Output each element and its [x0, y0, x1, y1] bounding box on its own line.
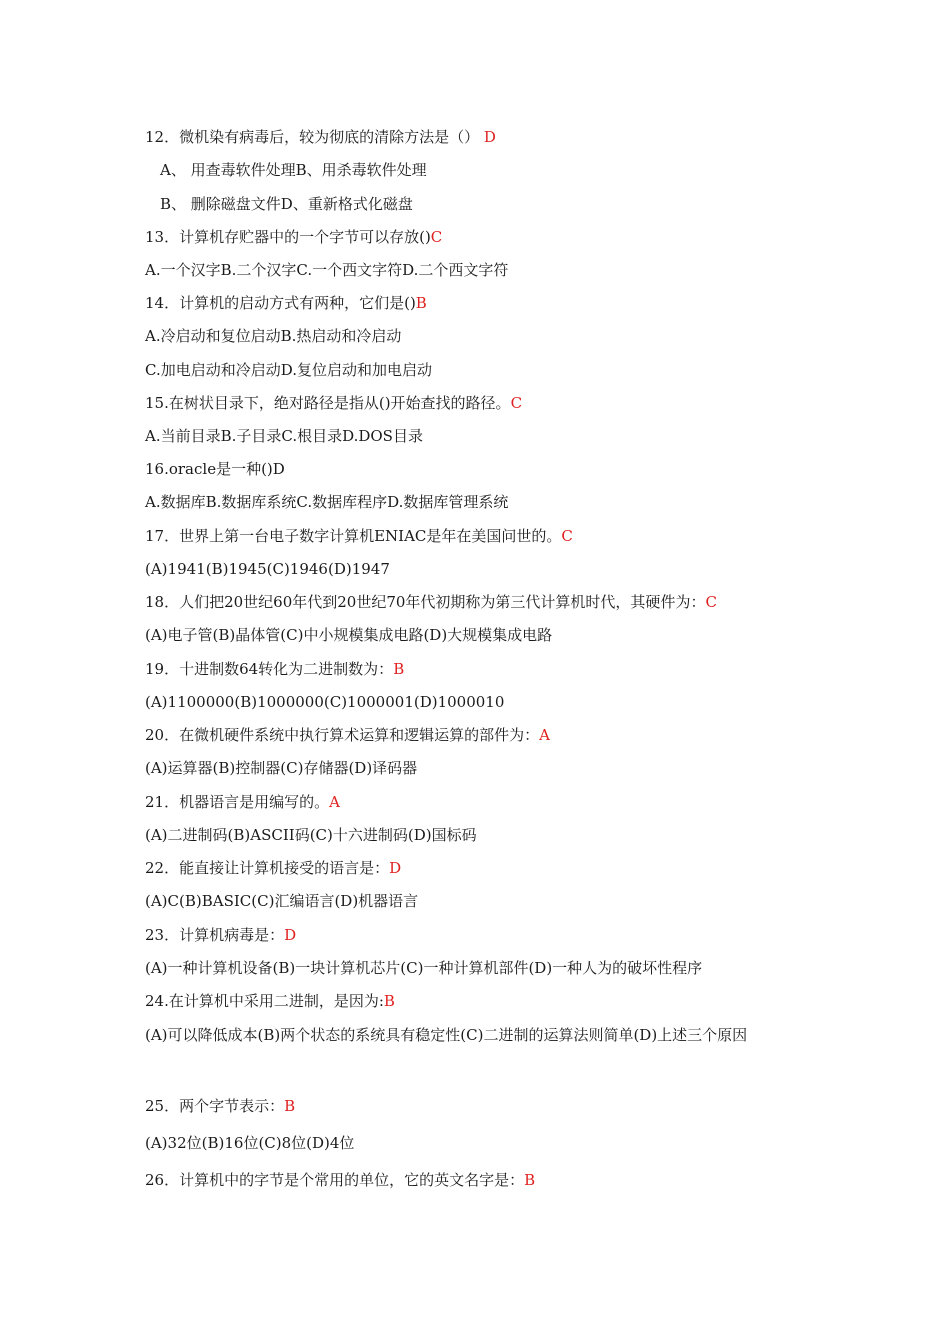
answer-key: B	[415, 294, 427, 312]
options-line: A.一个汉字B.二个汉字C.一个西文字符D.二个西文字符	[145, 261, 509, 279]
answer-key: C	[561, 527, 573, 545]
question-15	[145, 393, 522, 413]
question-text: 13．计算机存贮器中的一个字节可以存放()	[145, 228, 431, 246]
question-text: 25．两个字节表示：	[145, 1097, 285, 1115]
question-text: 17．世界上第一台电子数字计算机ENIAC是年在美国问世的。	[145, 527, 562, 545]
question-text: 18．人们把20世纪60年代到20世纪70年代初期称为第三代计算机时代，其硬件为：	[145, 593, 706, 611]
question-text: 20．在微机硬件系统中执行算术运算和逻辑运算的部件为：	[145, 726, 540, 744]
question-23	[145, 925, 296, 945]
options-line: A、 用查毒软件处理B、用杀毒软件处理	[160, 161, 427, 179]
question-text: 23．计算机病毒是：	[145, 926, 285, 944]
answer-key: C	[705, 593, 717, 611]
question-text: 16.oracle是一种()D	[145, 460, 285, 478]
question-17	[145, 526, 573, 546]
answer-key: D	[483, 128, 496, 146]
question-12	[145, 127, 496, 147]
options-line: A.数据库B.数据库系统C.数据库程序D.数据库管理系统	[145, 493, 509, 511]
answer-key: D	[284, 926, 297, 944]
options-line: (A)C(B)BASIC(C)汇编语言(D)机器语言	[145, 892, 419, 910]
options-line: (A)二进制码(B)ASCII码(C)十六进制码(D)国标码	[145, 826, 477, 844]
question-16	[145, 459, 285, 479]
question-24	[145, 991, 395, 1011]
options-line: A.当前目录B.子目录C.根目录D.DOS目录	[145, 427, 423, 445]
options-line: (A)运算器(B)控制器(C)存储器(D)译码器	[145, 759, 418, 777]
question-text: 15.在树状目录下，绝对路径是指从()开始查找的路径。	[145, 394, 511, 412]
question-26	[145, 1170, 535, 1190]
question-text: 22．能直接让计算机接受的语言是：	[145, 859, 390, 877]
question-19	[145, 659, 404, 679]
question-text: 12．微机染有病毒后，较为彻底的清除方法是（）	[145, 128, 480, 146]
options-line: (A)1100000(B)1000000(C)1000001(D)1000010	[145, 693, 505, 711]
question-20	[145, 725, 550, 745]
question-14	[145, 293, 427, 313]
answer-key: B	[524, 1171, 536, 1189]
options-line: (A)电子管(B)晶体管(C)中小规模集成电路(D)大规模集成电路	[145, 626, 553, 644]
options-line: B、 删除磁盘文件D、重新格式化磁盘	[160, 195, 413, 213]
answer-key: A	[539, 726, 550, 744]
options-line: (A)一种计算机设备(B)一块计算机芯片(C)一种计算机部件(D)一种人为的破坏性程序	[145, 959, 703, 977]
question-18	[145, 592, 717, 612]
answer-key: B	[393, 660, 405, 678]
answer-key: A	[329, 793, 340, 811]
question-22	[145, 858, 401, 878]
question-text: 26．计算机中的字节是个常用的单位，它的英文名字是：	[145, 1171, 525, 1189]
question-13	[145, 227, 442, 247]
question-text: 21．机器语言是用编写的。	[145, 793, 330, 811]
question-text: 24.在计算机中采用二进制，是因为:	[145, 992, 384, 1010]
answer-key: D	[389, 859, 402, 877]
options-line: A.冷启动和复位启动B.热启动和冷启动	[145, 327, 402, 345]
answer-key: B	[284, 1097, 296, 1115]
question-21	[145, 792, 340, 812]
options-line: (A)1941(B)1945(C)1946(D)1947	[145, 560, 390, 578]
options-line: (A)32位(B)16位(C)8位(D)4位	[145, 1134, 355, 1152]
question-text: 14．计算机的启动方式有两种，它们是()	[145, 294, 416, 312]
options-line: C.加电启动和冷启动D.复位启动和加电启动	[145, 361, 432, 379]
answer-key: C	[430, 228, 443, 246]
options-line: (A)可以降低成本(B)两个状态的系统具有稳定性(C)二进制的运算法则简单(D)上述三个原因	[145, 1026, 748, 1044]
answer-key: B	[383, 992, 395, 1010]
answer-key: C	[510, 394, 523, 412]
question-text: 19．十进制数64转化为二进制数为：	[145, 660, 394, 678]
question-25	[145, 1096, 295, 1116]
